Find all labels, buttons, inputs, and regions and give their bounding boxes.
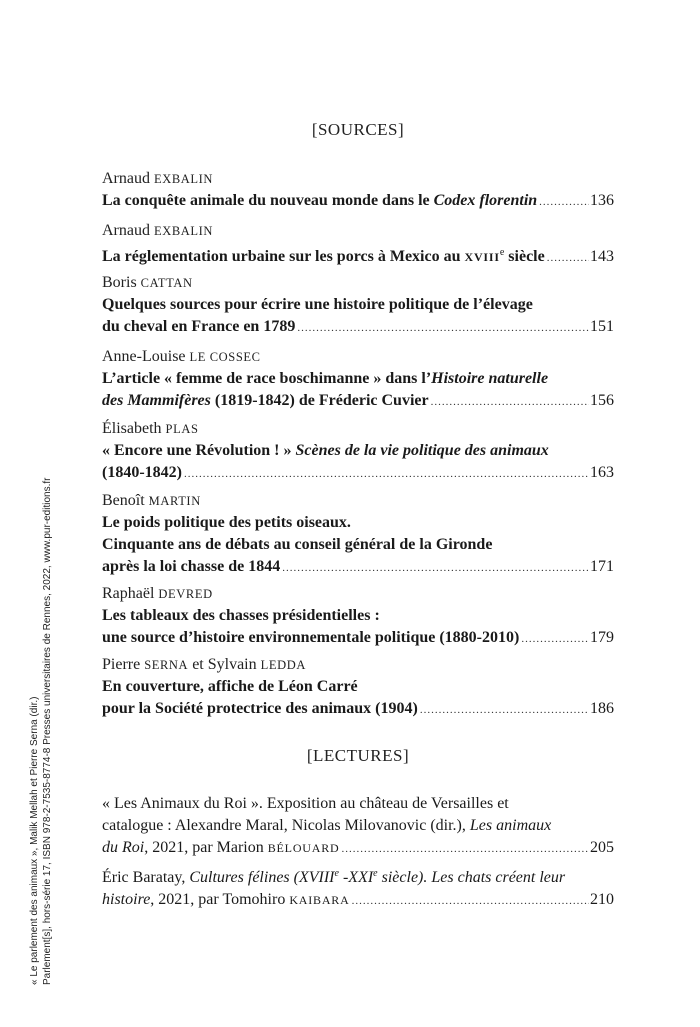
author-line: Anne-Louise LE COSSEC [102,348,261,365]
page-number: 163 [590,464,614,481]
leader-dots [539,191,589,213]
lecture-line: « Les Animaux du Roi ». Exposition au château de Versailles et [102,795,509,812]
entry-title-end: après la loi chasse de 1844 ..... 171 [102,556,614,579]
lecture-line-end: du Roi, 2021, par Marion BÉLOUARD ..... 205 [102,837,614,860]
entry-title-end: des Mammifères (1819-1842) de Fréderic Cuvier ..... 156 [102,390,614,413]
toc-entry[interactable] [102,272,614,339]
author-line: Pierre SERNA et Sylvain LEDDA [102,656,306,673]
page-number: 205 [590,839,614,856]
entry-title: Les tableaux des chasses présidentielles : [102,607,380,624]
entry-title-end: (1840-1842) ..... 163 [102,462,614,485]
author-line: Benoît MARTIN [102,492,201,509]
author-line: Raphaël DEVRED [102,585,213,602]
author-line: Arnaud EXBALIN [102,170,214,187]
leader-dots [521,628,589,650]
page-number: 186 [590,700,614,717]
leader-dots [282,557,589,579]
lecture-entry[interactable] [102,863,614,912]
entry-title: Cinquante ans de débats au conseil général de la Gironde [102,536,493,553]
entry-title-end: pour la Société protectrice des animaux (1904) ..... 186 [102,698,614,721]
author-line: Boris CATTAN [102,274,193,291]
entry-title: Quelques sources pour écrire une histoire politique de l’élevage [102,296,533,313]
entry-title: « Encore une Révolution ! » Scènes de la vie politique des animaux [102,442,549,459]
toc-entry[interactable] [102,418,614,485]
leader-dots [420,699,589,721]
leader-dots [352,890,589,912]
toc-entry[interactable] [102,583,614,650]
entry-title: La réglementation urbaine sur les porcs à Mexico au XVIIIe siècle ..... 143 [102,242,614,269]
lectures-heading: [LECTURES] [306,746,410,765]
page-number: 151 [590,318,614,335]
author-line: Arnaud EXBALIN [102,222,214,239]
entry-title-end: du cheval en France en 1789 ..... 151 [102,316,614,339]
entry-title: L’article « femme de race boschimanne » dans l’Histoire naturelle [102,370,549,387]
toc-entry[interactable] [102,654,614,721]
sidebar-line: « Le parlement des animaux », Malik Mellah et Pierre Serna (dir.) [29,696,40,985]
lecture-line: catalogue : Alexandre Maral, Nicolas Milovanovic (dir.), Les animaux [102,817,552,834]
page-number: 136 [590,192,614,209]
lecture-line-end: histoire, 2021, par Tomohiro KAIBARA ..... 210 [102,889,614,912]
entry-title: Le poids politique des petits oiseaux. [102,514,351,531]
lecture-line: Éric Baratay, Cultures félines (XVIIIe -XXIe siècle). Les chats créent leur [102,868,566,886]
leader-dots [431,391,589,413]
leader-dots [341,838,589,860]
page-number: 210 [590,891,614,908]
author-line: Élisabeth PLAS [102,420,199,437]
page-number: 156 [590,392,614,409]
toc-entry[interactable] [102,168,614,213]
entry-title: En couverture, affiche de Léon Carré [102,678,358,695]
toc-entry[interactable] [102,490,614,579]
sidebar-line: Parlement[s], hors-série 17, ISBN 978-2-7535-8774-8 Presses universitaires de Rennes, 2022, www.pur-editions.fr [42,477,53,985]
entry-title: La conquête animale du nouveau monde dans le Codex florentin ..... 136 [102,190,614,213]
entry-title-end: une source d’histoire environnementale politique (1880-2010) ..... 179 [102,627,614,650]
toc-entry[interactable] [102,346,614,413]
leader-dots [547,247,589,269]
copyright-sidebar [28,425,54,985]
page-number: 171 [590,558,614,575]
page-number: 179 [590,629,614,646]
lecture-entry[interactable] [102,793,614,860]
toc-entry[interactable] [102,220,614,269]
sources-heading: [SOURCES] [311,120,405,139]
leader-dots [184,463,589,485]
leader-dots [297,317,589,339]
page-number: 143 [590,248,614,265]
